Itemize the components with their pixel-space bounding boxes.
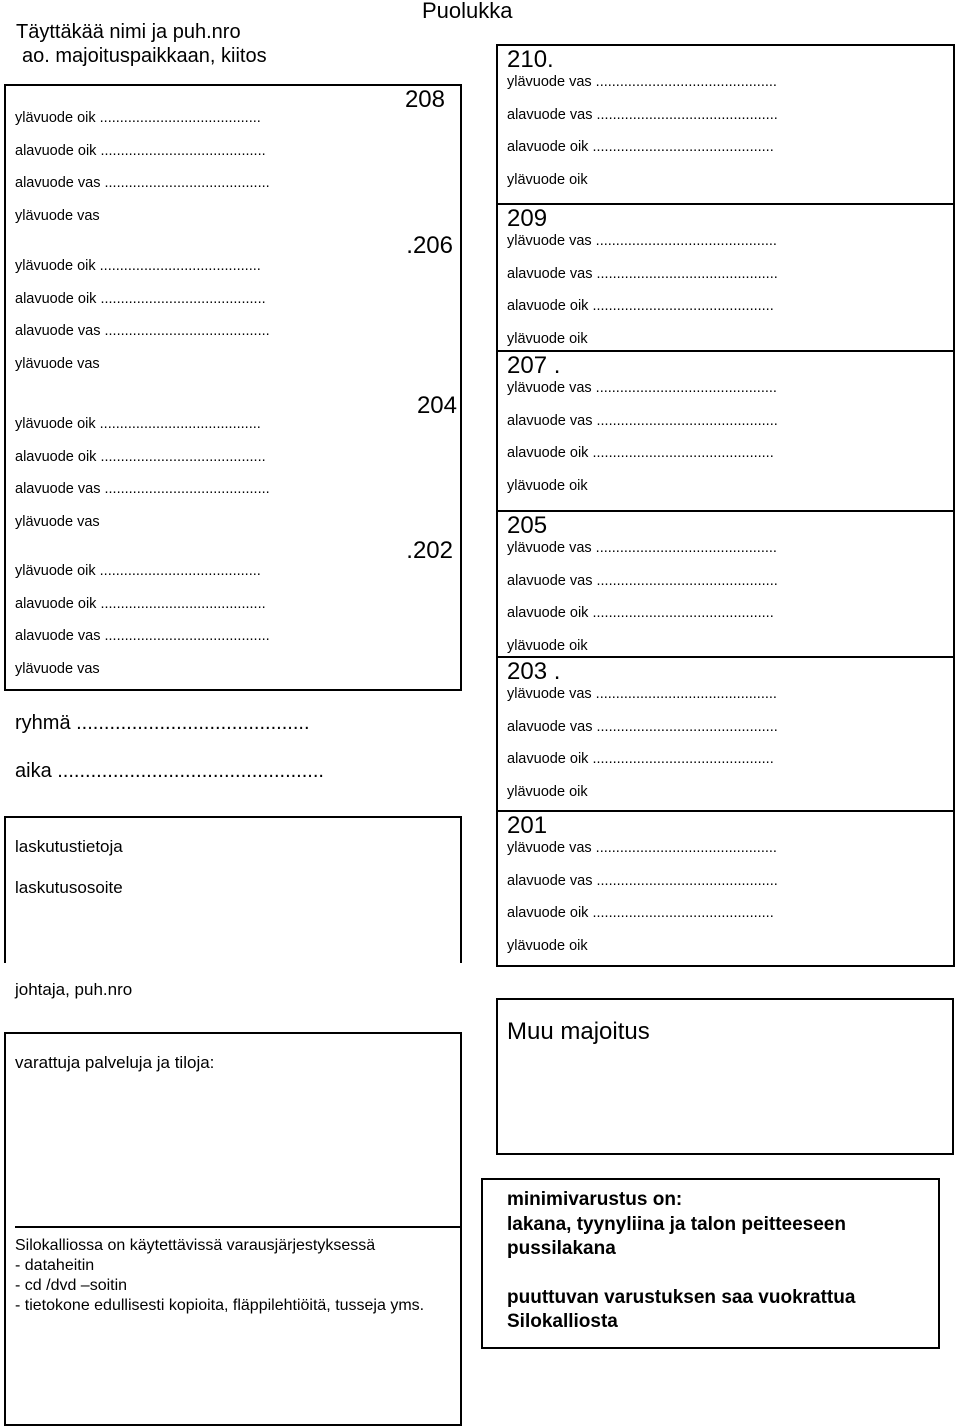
bed-field[interactable]: ylävuode oik ........................................ (15, 110, 261, 126)
bed-field[interactable]: alavuode vas ......................................... (15, 628, 270, 644)
bed-field[interactable]: alavuode oik ............................................. (507, 139, 774, 155)
bed-field[interactable]: ylävuode oik (507, 937, 588, 954)
minimum-line-5: Silokalliosta (507, 1311, 618, 1332)
right-room-number: 207 . (507, 352, 561, 379)
billing-info-label: laskutustietoja (15, 837, 123, 856)
left-room-number: 204 (416, 392, 457, 419)
bed-field[interactable]: alavuode oik ......................................... (15, 448, 266, 465)
right-room-number: 205 (507, 512, 548, 539)
minimum-line-3: pussilakana (507, 1238, 616, 1259)
instruction-line-1: Täyttäkää nimi ja puh.nro (16, 21, 241, 43)
bed-field[interactable]: ylävuode vas ............................................. (507, 233, 777, 249)
bed-field[interactable]: alavuode oik ......................................... (15, 142, 266, 159)
equipment-line-1: Silokalliossa on käytettävissä varausjärjestyksessä (15, 1237, 376, 1254)
group-field[interactable]: ryhmä .......................................... (15, 712, 310, 734)
bed-field[interactable]: ylävuode oik (507, 637, 588, 654)
bed-field[interactable]: alavuode vas ............................................. (507, 265, 778, 282)
left-room-number: .202 (406, 537, 453, 564)
bed-field[interactable]: ylävuode vas ............................................. (507, 540, 777, 556)
bed-field[interactable]: ylävuode oik (507, 477, 588, 494)
right-room-number: 210. (507, 46, 554, 73)
bed-field[interactable]: alavuode vas ......................................... (15, 481, 270, 497)
bed-field[interactable]: alavuode vas ......................................... (15, 323, 270, 339)
bed-field[interactable]: ylävuode oik ........................................ (15, 258, 261, 274)
minimum-note (507, 1188, 855, 1335)
equipment-top-rule (15, 1226, 462, 1228)
bed-field[interactable]: ylävuode oik (507, 171, 588, 188)
leader-field[interactable]: johtaja, puh.nro (15, 980, 133, 999)
right-room-number: 209 (507, 205, 548, 232)
equipment-line-2: - dataheitin (15, 1257, 95, 1274)
bed-field[interactable]: ylävuode vas ............................................. (507, 380, 777, 396)
time-field[interactable]: aika ................................................ (15, 760, 324, 782)
bed-field[interactable]: ylävuode vas (15, 660, 100, 677)
left-room-number: 208 (404, 86, 445, 113)
bed-field[interactable]: ylävuode oik (507, 783, 588, 800)
equipment-line-3: - cd /dvd –soitin (15, 1277, 128, 1294)
bed-field[interactable]: alavuode oik ......................................... (15, 290, 266, 307)
instruction-line-2: ao. majoituspaikkaan, kiitos (22, 45, 267, 67)
reserved-label: varattuja palveluja ja tiloja: (15, 1053, 215, 1072)
bed-field[interactable]: ylävuode oik (507, 330, 588, 347)
right-room-number: 201 (507, 812, 548, 839)
bed-field[interactable]: alavuode oik ............................................. (507, 298, 774, 314)
minimum-line-2: lakana, tyynyliina ja talon peitteeseen (507, 1213, 846, 1235)
reserved-box (4, 1032, 462, 1426)
equipment-note (15, 1236, 424, 1316)
bed-field[interactable]: alavuode oik ......................................... (15, 595, 266, 612)
billing-address-label: laskutusosoite (15, 878, 123, 897)
bed-field[interactable]: ylävuode vas ............................................. (507, 840, 777, 856)
equipment-line-4: - tietokone edullisesti kopioita, fläppilehtiöitä, tusseja yms. (15, 1297, 425, 1314)
minimum-line-4: puuttuvan varustuksen saa vuokrattua (507, 1286, 856, 1308)
left-room-number: .206 (406, 232, 453, 259)
bed-field[interactable]: ylävuode oik ........................................ (15, 416, 261, 432)
bed-field[interactable]: ylävuode vas (15, 207, 100, 224)
bed-field[interactable]: alavuode vas ............................................. (507, 572, 778, 589)
bed-field[interactable]: ylävuode vas (15, 513, 100, 530)
bed-field[interactable]: ylävuode vas ............................................. (507, 686, 777, 702)
bed-field[interactable]: alavuode oik ............................................. (507, 605, 774, 621)
bed-field[interactable]: alavuode oik ............................................. (507, 445, 774, 461)
bed-field[interactable]: alavuode vas ............................................. (507, 718, 778, 735)
bed-field[interactable]: alavuode vas ............................................. (507, 872, 778, 889)
bed-field[interactable]: ylävuode vas ............................................. (507, 74, 777, 90)
bed-field[interactable]: alavuode vas ......................................... (15, 175, 270, 191)
right-room-number: 203 . (507, 658, 561, 685)
bed-field[interactable]: alavuode vas ............................................. (507, 106, 778, 123)
bed-field[interactable]: ylävuode oik ........................................ (15, 563, 261, 579)
bed-field[interactable]: alavuode oik ............................................. (507, 905, 774, 921)
other-lodging-title: Muu majoitus (507, 1018, 650, 1045)
minimum-line-1: minimivarustus on: (507, 1189, 683, 1210)
bed-field[interactable]: alavuode oik ............................................. (507, 751, 774, 767)
bed-field[interactable]: ylävuode vas (15, 355, 100, 372)
wing-title: Puolukka (422, 0, 513, 23)
bed-field[interactable]: alavuode vas ............................................. (507, 412, 778, 429)
